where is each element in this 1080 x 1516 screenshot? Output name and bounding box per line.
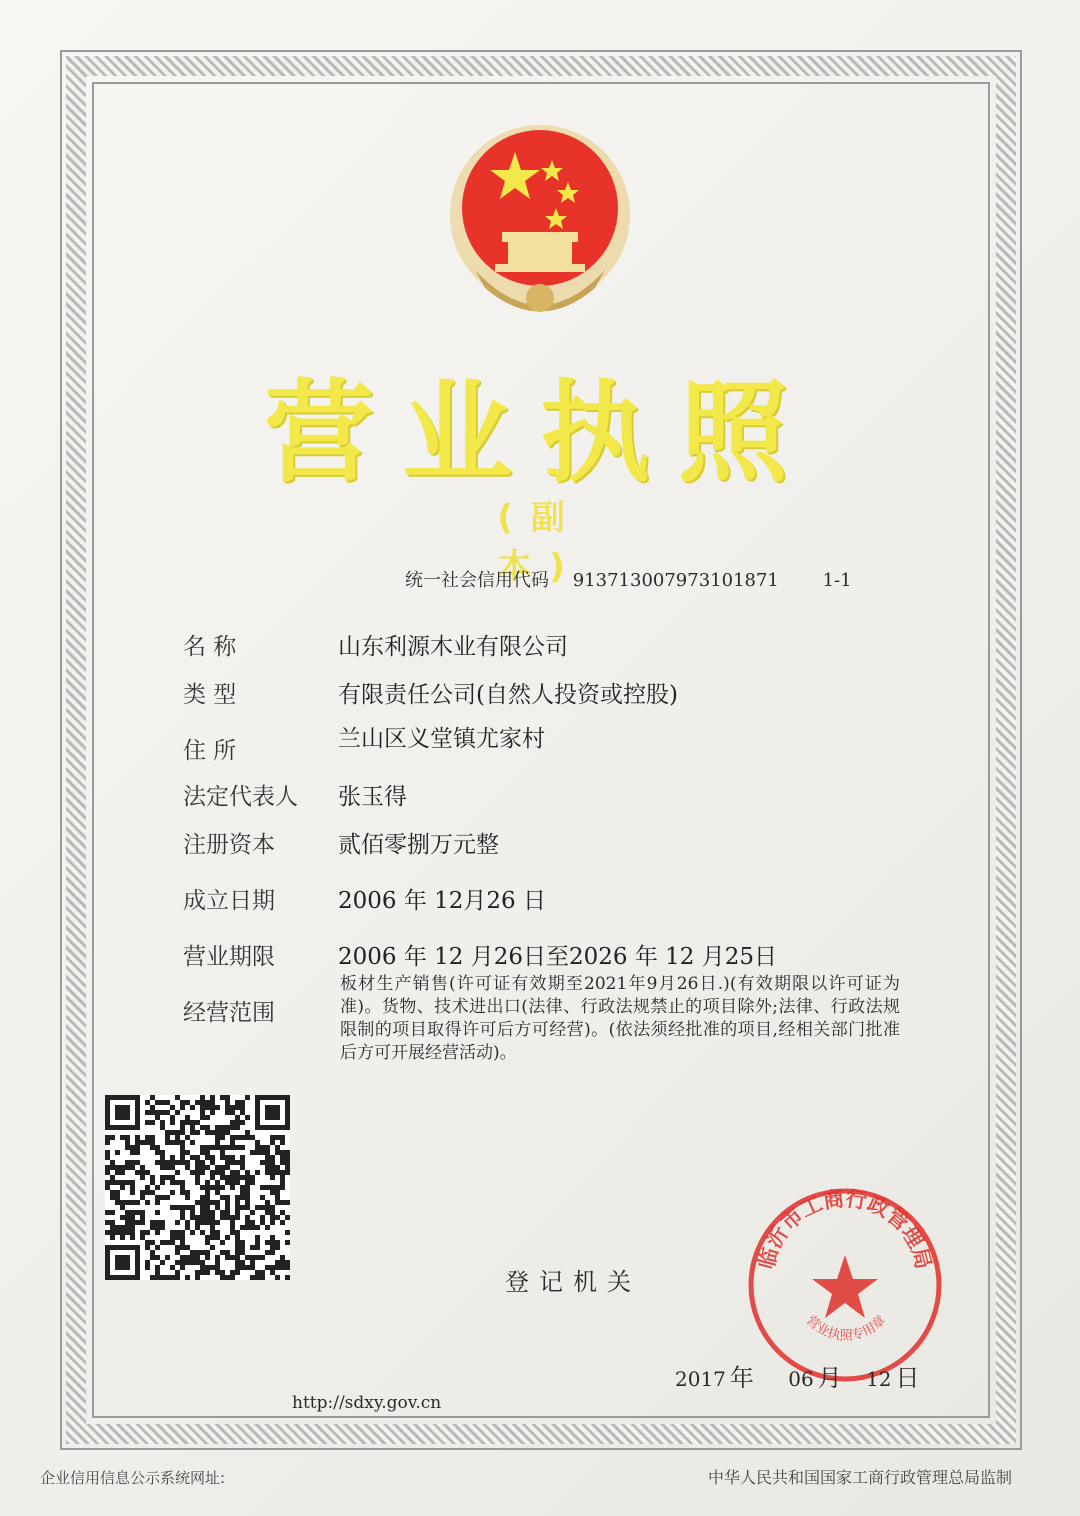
field-label: 住 所 bbox=[183, 738, 237, 764]
field-value: 2006 年 12 月26日至2026 年 12 月25日 bbox=[338, 944, 777, 970]
issue-month: 06 bbox=[788, 1367, 814, 1391]
issue-year: 2017 bbox=[675, 1367, 726, 1391]
qr-code[interactable] bbox=[105, 1095, 290, 1280]
credit-code-row bbox=[405, 566, 870, 592]
business-scope-text: 板材生产销售(许可证有效期至2021年9月26日.)(有效期限以许可证为准)。货物、技术进出口(法律、行政法规禁止的项目除外;法律、行政法规限制的项目取得许可后方可经营)。(依法须经批准的项目,经相关部门批准后方可开展经营活动)。 bbox=[340, 974, 900, 1063]
field-established bbox=[183, 882, 923, 938]
field-label: 法定代表人 bbox=[183, 784, 298, 810]
website-url[interactable]: http://sdxy.gov.cn bbox=[292, 1393, 442, 1413]
field-label: 类 型 bbox=[183, 682, 237, 708]
field-label: 营业期限 bbox=[183, 944, 275, 970]
credit-code-label: 统一社会信用代码 bbox=[405, 570, 549, 591]
field-value: 张玉得 bbox=[338, 784, 407, 810]
footer-left-text: 企业信用信息公示系统网址: bbox=[40, 1469, 226, 1487]
footer-right-text: 中华人民共和国国家工商行政管理总局监制 bbox=[707, 1468, 1012, 1487]
field-legal-rep bbox=[183, 778, 923, 826]
copy-subtitle: (副 本) bbox=[497, 498, 583, 587]
field-value: 有限责任公司(自然人投资或控股) bbox=[338, 682, 678, 708]
seal-subtext: 营业执照专用章 bbox=[802, 1313, 890, 1344]
page-title: 营业执照 bbox=[264, 369, 816, 497]
svg-text:营业执照专用章 bbox=[803, 1312, 889, 1343]
issue-date bbox=[675, 1358, 924, 1393]
seal-text: 临沂市工商行政管理局 bbox=[754, 1186, 936, 1272]
field-value: 山东利源木业有限公司 bbox=[338, 634, 568, 660]
field-value: 2006 年 12月26 日 bbox=[338, 888, 546, 914]
field-type bbox=[183, 676, 923, 720]
field-capital bbox=[183, 826, 923, 882]
day-char: 日 bbox=[895, 1364, 920, 1392]
copy-number: 1-1 bbox=[822, 570, 852, 591]
field-label: 名 称 bbox=[183, 634, 237, 660]
national-emblem-icon bbox=[440, 120, 640, 330]
official-seal-icon bbox=[745, 1185, 945, 1385]
year-char: 年 bbox=[729, 1364, 754, 1392]
field-name bbox=[183, 628, 923, 676]
month-char: 月 bbox=[817, 1364, 842, 1392]
field-address bbox=[183, 720, 923, 778]
field-label: 成立日期 bbox=[183, 888, 275, 914]
field-label: 经营范围 bbox=[183, 1000, 275, 1026]
field-value: 贰佰零捌万元整 bbox=[338, 832, 499, 858]
field-label: 注册资本 bbox=[183, 832, 275, 858]
credit-code-value: 91371300797310187​1 bbox=[572, 570, 779, 591]
registration-authority-label: 登记机关 bbox=[505, 1268, 641, 1296]
issue-day: 12 bbox=[866, 1367, 892, 1391]
field-value: 兰山区义堂镇尤家村 bbox=[338, 726, 545, 752]
